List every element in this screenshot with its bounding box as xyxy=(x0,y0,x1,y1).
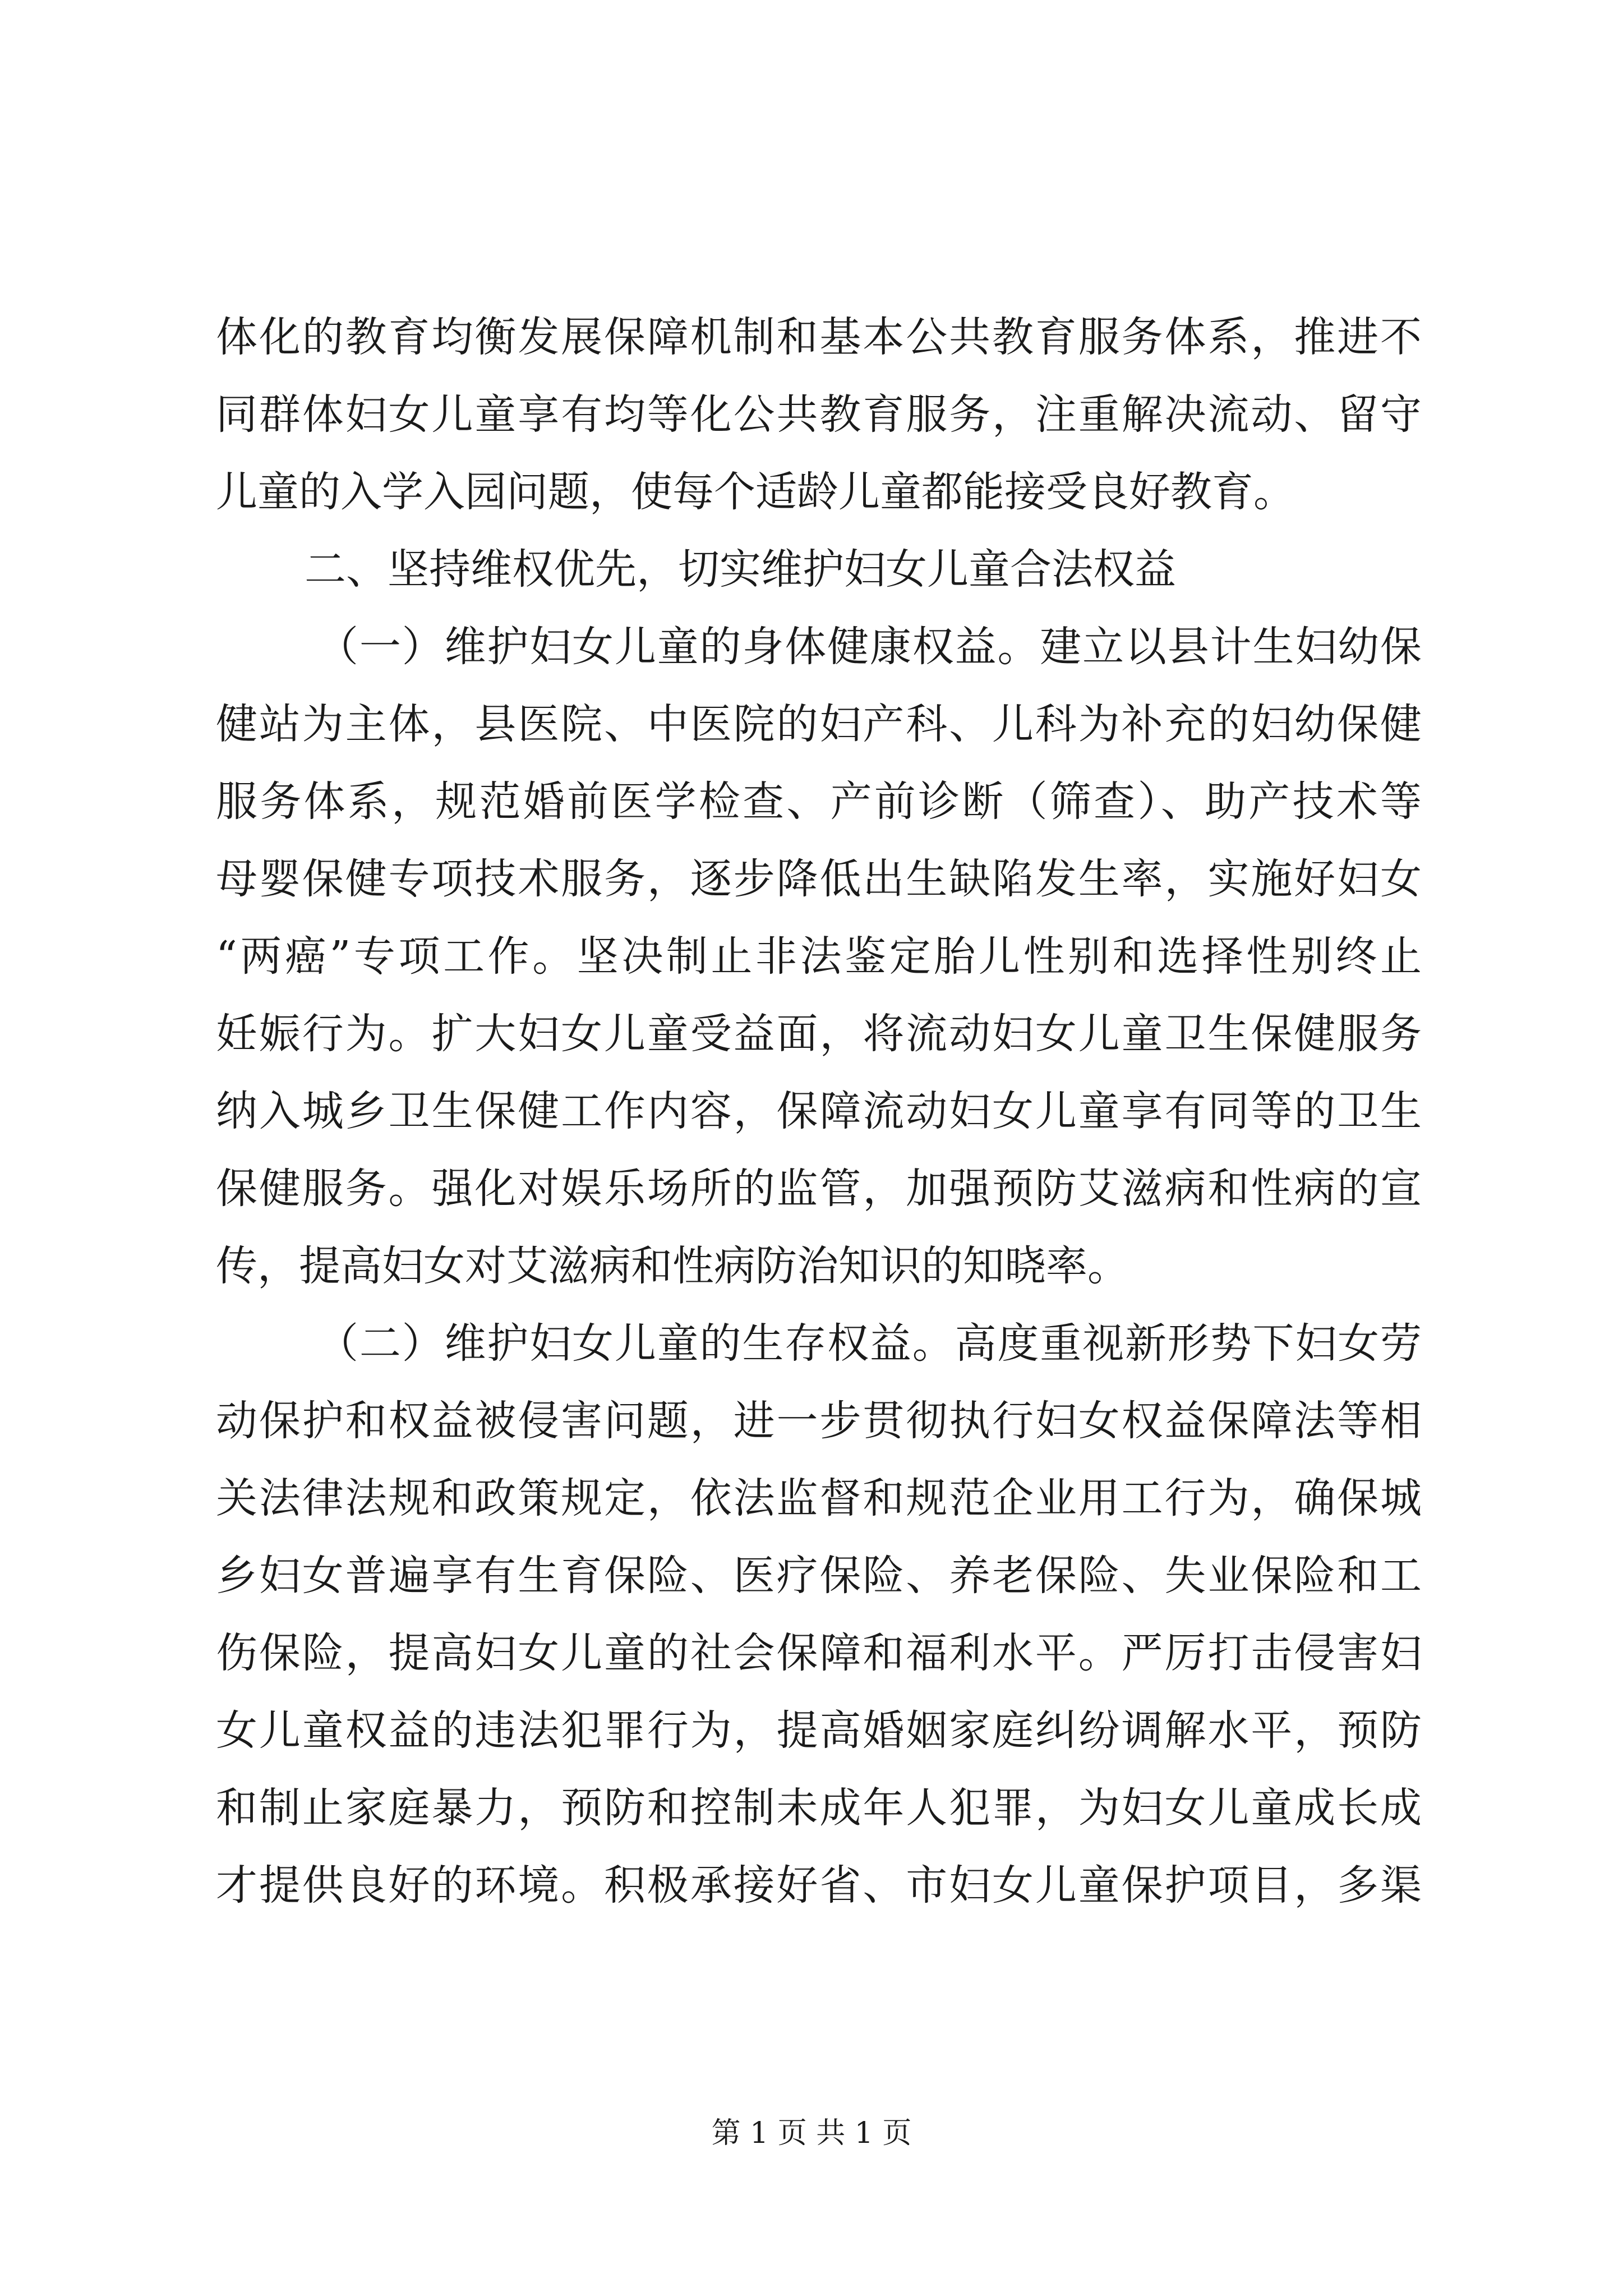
text-line: 女儿童权益的违法犯罪行为，提高婚姻家庭纠纷调解水平，预防 xyxy=(216,1706,1422,1755)
text-line: 动保护和权益被侵害问题，进一步贯彻执行妇女权益保障法等相 xyxy=(216,1397,1422,1445)
section-heading: 二、坚持维权优先，切实维护妇女儿童合法权益 xyxy=(305,545,1176,593)
text-line: 儿童的入学入园问题，使每个适龄儿童都能接受良好教育。 xyxy=(216,468,1295,516)
text-line: 服务体系，规范婚前医学检查、产前诊断（筛查）、助产技术等 xyxy=(216,777,1422,826)
text-line: 关法律法规和政策规定，依法监督和规范企业用工行为，确保城 xyxy=(216,1474,1422,1522)
text-line: 纳入城乡卫生保健工作内容，保障流动妇女儿童享有同等的卫生 xyxy=(216,1087,1422,1135)
text-line: 才提供良好的环境。积极承接好省、市妇女儿童保护项目，多渠 xyxy=(216,1861,1422,1910)
subsection-heading-line: （二）维护妇女儿童的生存权益。高度重视新形势下妇女劳 xyxy=(317,1319,1422,1368)
text-line: 体化的教育均衡发展保障机制和基本公共教育服务体系，推进不 xyxy=(216,313,1422,361)
subsection-heading-line: （一）维护妇女儿童的身体健康权益。建立以县计生妇幼保 xyxy=(317,623,1422,671)
text-line: 保健服务。强化对娱乐场所的监管，加强预防艾滋病和性病的宣 xyxy=(216,1165,1422,1213)
page-footer: 第 1 页 共 1 页 xyxy=(711,2116,912,2150)
text-line: “两癌”专项工作。坚决制止非法鉴定胎儿性别和选择性别终止 xyxy=(216,932,1422,981)
text-line: 健站为主体，县医院、中医院的妇产科、儿科为补充的妇幼保健 xyxy=(216,700,1422,748)
text-line: 传，提高妇女对艾滋病和性病防治知识的知晓率。 xyxy=(216,1242,1129,1290)
text-line: 母婴保健专项技术服务，逐步降低出生缺陷发生率，实施好妇女 xyxy=(216,855,1422,903)
text-line: 和制止家庭暴力，预防和控制未成年人犯罪，为妇女儿童成长成 xyxy=(216,1784,1422,1832)
text-line: 伤保险，提高妇女儿童的社会保障和福利水平。严厉打击侵害妇 xyxy=(216,1629,1422,1677)
text-line: 妊娠行为。扩大妇女儿童受益面，将流动妇女儿童卫生保健服务 xyxy=(216,1010,1422,1058)
document-body xyxy=(216,298,1422,1924)
text-line: 同群体妇女儿童享有均等化公共教育服务，注重解决流动、留守 xyxy=(216,390,1422,439)
text-line: 乡妇女普遍享有生育保险、医疗保险、养老保险、失业保险和工 xyxy=(216,1552,1422,1600)
